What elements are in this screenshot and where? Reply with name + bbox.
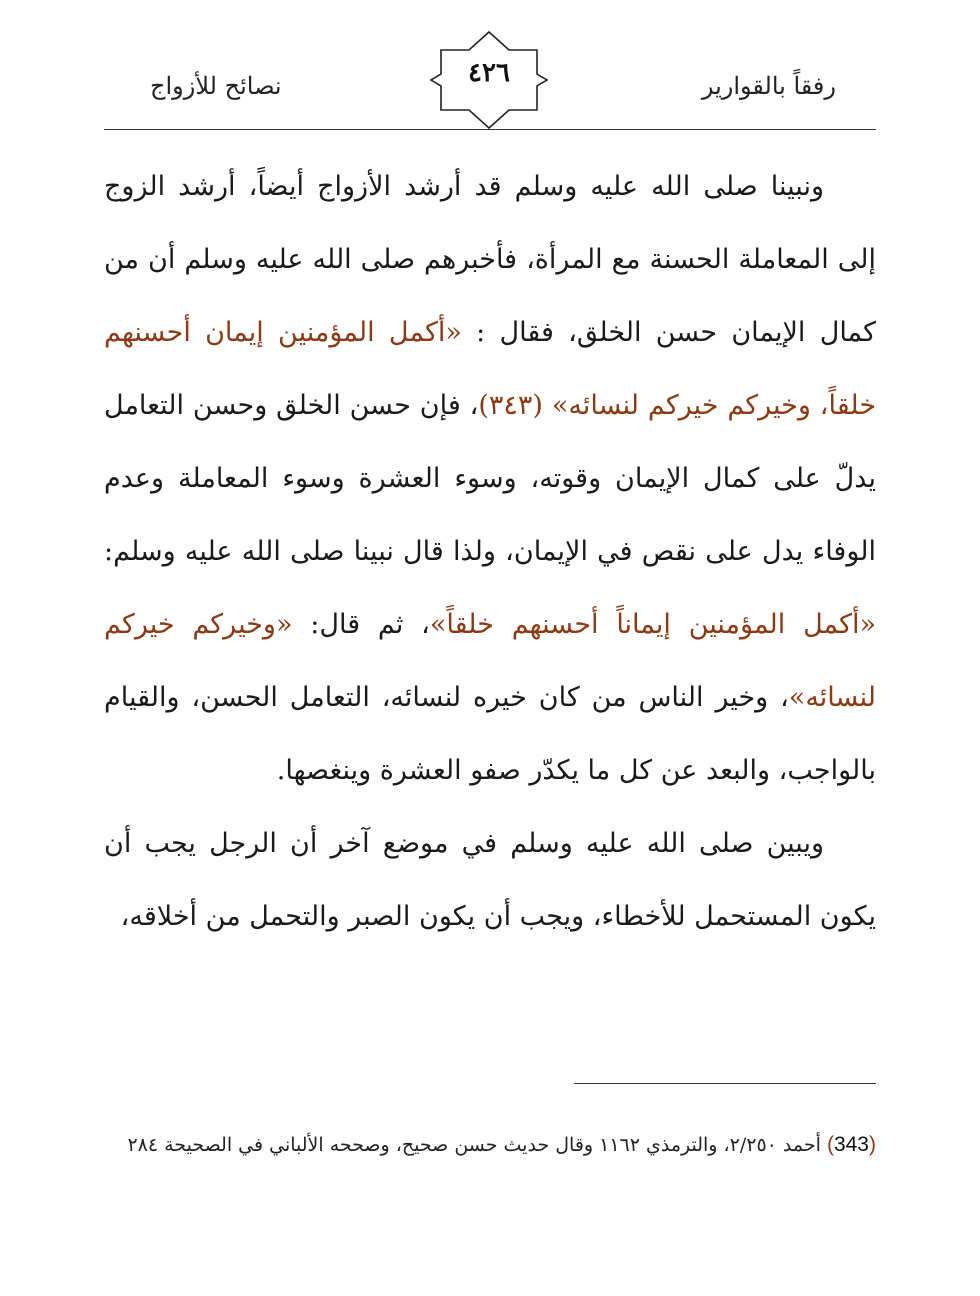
paragraph-1-text-c: ، ثم قال: <box>292 609 430 640</box>
hadith-quote-1: «أكمل المؤمنين إيمان أحسنهم خلقاً، وخيركم خيركم لنسائه» <box>104 317 877 421</box>
page-number-badge <box>429 30 549 130</box>
paragraph-1-text-a: ونبينا صلى الله عليه وسلم قد أرشد الأزواج أيضاً، أرشد الزوج إلى المعاملة الحسنة مع المرأة، فأخبرهم صلى الله عليه وسلم أن من كمال الإيمان حسن الخلق، فقال : <box>104 171 877 348</box>
footnote-close-paren: ) <box>826 1133 834 1156</box>
page-header <box>104 0 876 132</box>
running-title-book: رفقاً بالقوارير <box>701 72 836 100</box>
paragraph-2: ويبين صلى الله عليه وسلم في موضع آخر أن الرجل يجب أن يكون المستحمل للأخطاء، ويجب أن يكون الصبر والتحمل من أخلاقه، <box>104 828 876 932</box>
hadith-quote-2: «أكمل المؤمنين إيماناً أحسنهم خلقاً» <box>429 609 877 640</box>
footnote-open-paren: ( <box>869 1133 876 1156</box>
footnote-reference[interactable]: (٣٤٣) <box>478 390 552 421</box>
paragraph-1-text-d: ، وخير الناس من كان خيره لنسائه، التعامل الحسن، والقيام بالواجب، والبعد عن كل ما يكدّر صفو العشرة وينغصها. <box>104 682 876 786</box>
footnote-entry <box>104 1124 876 1166</box>
running-title-chapter: نصائح للأزواج <box>150 72 282 100</box>
page-number: ٤٢٦ <box>468 58 510 88</box>
footnote-number: 343 <box>833 1133 869 1156</box>
footnote-text: أحمد ٢/٢٥٠، والترمذي ١١٦٢ وقال حديث حسن صحيح، وصححه الألباني في الصحيحة ٢٨٤ <box>127 1134 827 1156</box>
footnote-divider <box>574 1083 876 1084</box>
paragraph-1 <box>104 150 876 807</box>
hadith-quote-3: «وخيركم خيركم لنسائه» <box>104 609 876 713</box>
footnote-marker <box>827 1133 876 1156</box>
paragraph-1-text-b: ، فإن حسن الخلق وحسن التعامل يدلّ على كمال الإيمان وقوته، وسوء العشرة وسوء المعاملة وعدم الوفاء يدل على نقص في الإيمان، ولذا قال نبينا صلى الله عليه وسلم: <box>104 390 876 567</box>
header-divider <box>104 129 876 130</box>
footnote <box>104 1124 876 1166</box>
main-text <box>104 150 876 953</box>
